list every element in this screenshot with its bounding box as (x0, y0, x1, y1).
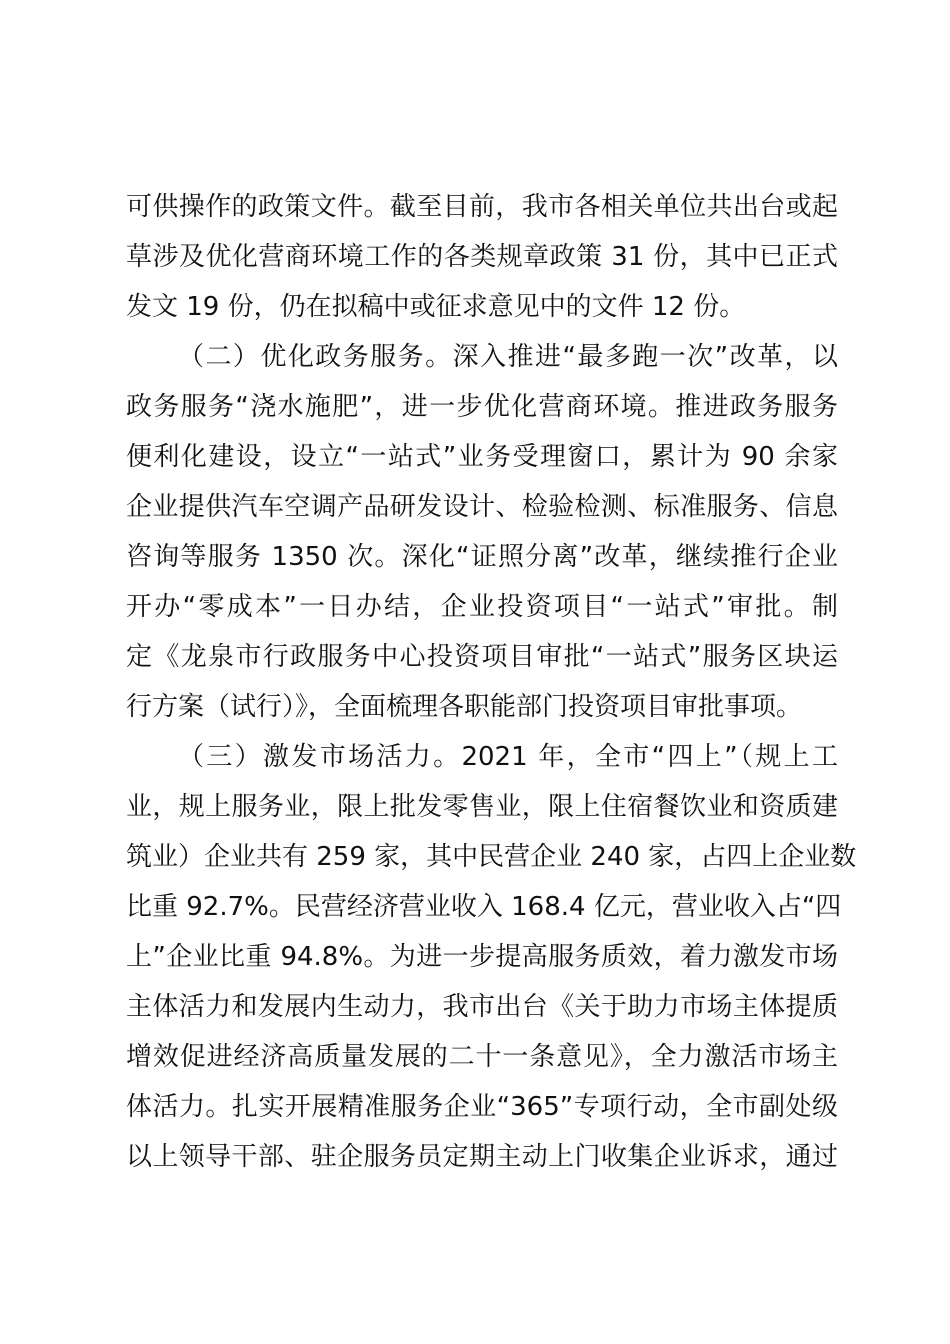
text-line: 定《龙泉市行政服务中心投资项目审批“一站式”服务区块运 (126, 642, 838, 672)
text-line: 行方案（试行）》，全面梳理各职能部门投资项目审批事项。 (126, 692, 803, 722)
text-line: 政务服务“浇水施肥”，进一步优化营商环境。推进政务服务 (126, 392, 838, 422)
text-line: 主体活力和发展内生动力，我市出台《关于助力市场主体提质 (126, 992, 838, 1022)
text-line: 可供操作的政策文件。截至目前，我市各相关单位共出台或起 (126, 192, 838, 222)
text-line: 发文 19 份，仍在拟稿中或征求意见中的文件 12 份。 (126, 292, 746, 322)
section-heading-line: （三）激发市场活力。2021 年，全市“四上”（规上工 (178, 742, 838, 772)
section-heading-line: （二）优化政务服务。深入推进“最多跑一次”改革，以 (178, 342, 838, 372)
body-text (126, 182, 857, 1182)
text-line: 体活力。扎实开展精准服务企业“365”专项行动，全市副处级 (126, 1092, 838, 1122)
text-line: 上”企业比重 94.8%。为进一步提高服务质效，着力激发市场 (126, 942, 838, 972)
text-line: 便利化建设，设立“一站式”业务受理窗口，累计为 90 余家 (126, 442, 838, 472)
text-line: 咨询等服务 1350 次。深化“证照分离”改革，继续推行企业 (126, 542, 838, 572)
text-line: 业，规上服务业，限上批发零售业，限上住宿餐饮业和资质建 (126, 792, 838, 822)
text-line: 筑业）企业共有 259 家，其中民营企业 240 家，占四上企业数 (126, 842, 857, 872)
text-line: 企业提供汽车空调产品研发设计、检验检测、标准服务、信息 (126, 492, 838, 522)
text-line: 比重 92.7%。民营经济营业收入 168.4 亿元，营业收入占“四 (126, 892, 842, 922)
text-line: 草涉及优化营商环境工作的各类规章政策 31 份，其中已正式 (126, 242, 838, 272)
text-line: 开办“零成本”一日办结，企业投资项目“一站式”审批。制 (126, 592, 838, 622)
text-line: 增效促进经济高质量发展的二十一条意见》，全力激活市场主 (126, 1042, 838, 1072)
text-line: 以上领导干部、驻企服务员定期主动上门收集企业诉求，通过 (126, 1142, 838, 1172)
